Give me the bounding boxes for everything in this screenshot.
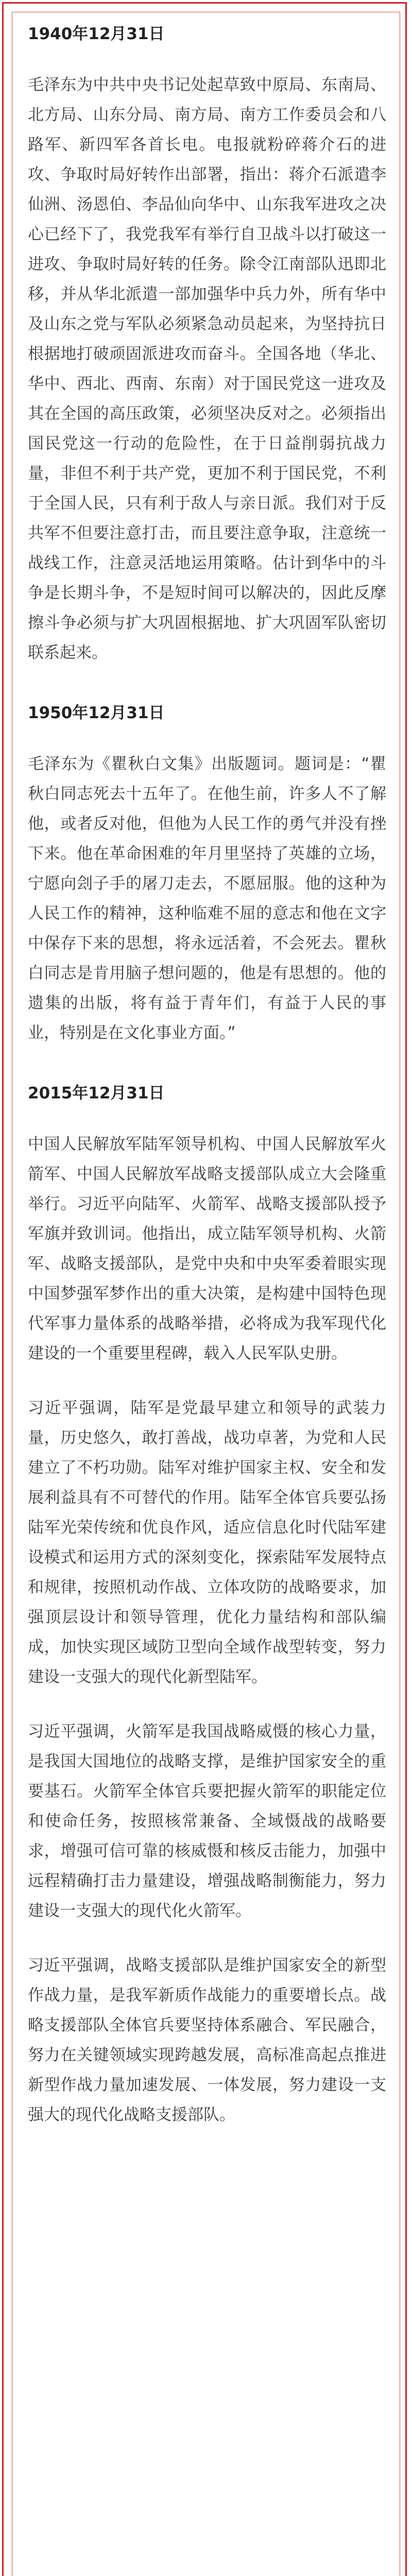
entry-paragraph: 中国人民解放军陆军领导机构、中国人民解放军火箭军、中国人民解放军战略支援部队成立大会隆重举行。习近平向陆军、火箭军、战略支援部队授予军旗并致训词。他指出，成立陆军领导机构、火箭军、战略支援部队，是党中央和中央军委着眼实现中国梦强军梦作出的重大决策，是构建中国特色现代军事力量体系的战略举措，必将成为我军现代化建设的一个重要里程碑，载入人民军队史册。 (28, 1135, 386, 1363)
entry-paragraph: 毛泽东为《瞿秋白文集》出版题词。题词是：“瞿秋白同志死去十五年了。在他生前，许多人不了解他，或者反对他，但他为人民工作的勇气并没有挫下来。他在革命困难的年月里坚持了英雄的立场，宁愿向刽子手的屠刀走去，不愿屈服。他的这种为人民工作的精神，这种临难不屈的意志和他在文字中保存下来的思想，将永远活着，不会死去。瞿秋白同志是肯用脑子想问题的，他是有思想的。他的遗集的出版，将有益于青年们，有益于人民的事业，特别是在文化事业方面。” (28, 755, 386, 1042)
entry-2015 (28, 1082, 386, 2130)
entry-date: 1940年12月31日 (28, 25, 165, 43)
article-content (28, 23, 386, 2164)
entry-paragraph: 毛泽东为中共中央书记处起草致中原局、东南局、北方局、山东分局、南方局、南方工作委员会和八路军、新四军各首长电。电报就粉碎蒋介石的进攻、争取时局好转作出部署，指出：蒋介石派遣李仙洲、汤恩伯、李品仙向华中、山东我军进攻之决心已经下了，我党我军有举行自卫战斗以打破这一进攻、争取时局好转的任务。除令江南部队迅即北移，并从华北派遣一部加强华中兵力外，所有华中及山东之党与军队必须紧急动员起来，为坚持抗日根据地打破顽固派进攻而奋斗。全国各地（华北、华中、西北、西南、东南）对于国民党这一进攻及其在全国的高压政策，必须坚决反对之。必须指出国民党这一行动的危险性，在于日益削弱抗战力量，非但不利于共产党，更加不利于国民党，不利于全国人民，只有利于敌人与亲日派。我们对于反共军不但要注意打击，而且要注意争取，注意统一战线工作，注意灵活地运用策略。估计到华中的斗争是长期斗争，不是短时间可以解决的，因此反摩擦斗争必须与扩大巩固根据地、扩大巩固军队密切联系起来。 (28, 76, 386, 662)
entry-date: 1950年12月31日 (28, 704, 165, 722)
entry-paragraph: 习近平强调，陆军是党最早建立和领导的武装力量，历史悠久，敢打善战，战功卓著，为党和人民建立了不朽功勋。陆军对维护国家主权、安全和发展利益具有不可替代的作用。陆军全体官兵要弘扬陆军光荣传统和优良作风，适应信息化时代陆军建设模式和运用方式的深刻变化，探索陆军发展特点和规律，按照机动作战、立体攻防的战略要求，加强顶层设计和领导管理，优化力量结构和部队编成，加快实现区域防卫型向全域作战型转变，努力建设一支强大的现代化新型陆军。 (28, 1399, 386, 1686)
entry-paragraph: 习近平强调，火箭军是我国战略威慑的核心力量，是我国大国地位的战略支撑，是维护国家安全的重要基石。火箭军全体官兵要把握火箭军的职能定位和使命任务，按照核常兼备、全域慑战的战略要求，增强可信可靠的核威慑和核反击能力，加强中远程精确打击力量建设，增强战略制衡能力，努力建设一支强大的现代化火箭军。 (28, 1722, 386, 1920)
entry-paragraph: 习近平强调，战略支援部队是维护国家安全的新型作战力量，是我军新质作战能力的重要增长点。战略支援部队全体官兵要坚持体系融合、军民融合，努力在关键领域实现跨越发展，高标准高起点推进新型作战力量加速发展、一体发展，努力建设一支强大的现代化战略支援部队。 (28, 1956, 386, 2124)
entry-1940 (28, 23, 386, 668)
entry-date: 2015年12月31日 (28, 1084, 165, 1103)
entry-1950 (28, 702, 386, 1048)
